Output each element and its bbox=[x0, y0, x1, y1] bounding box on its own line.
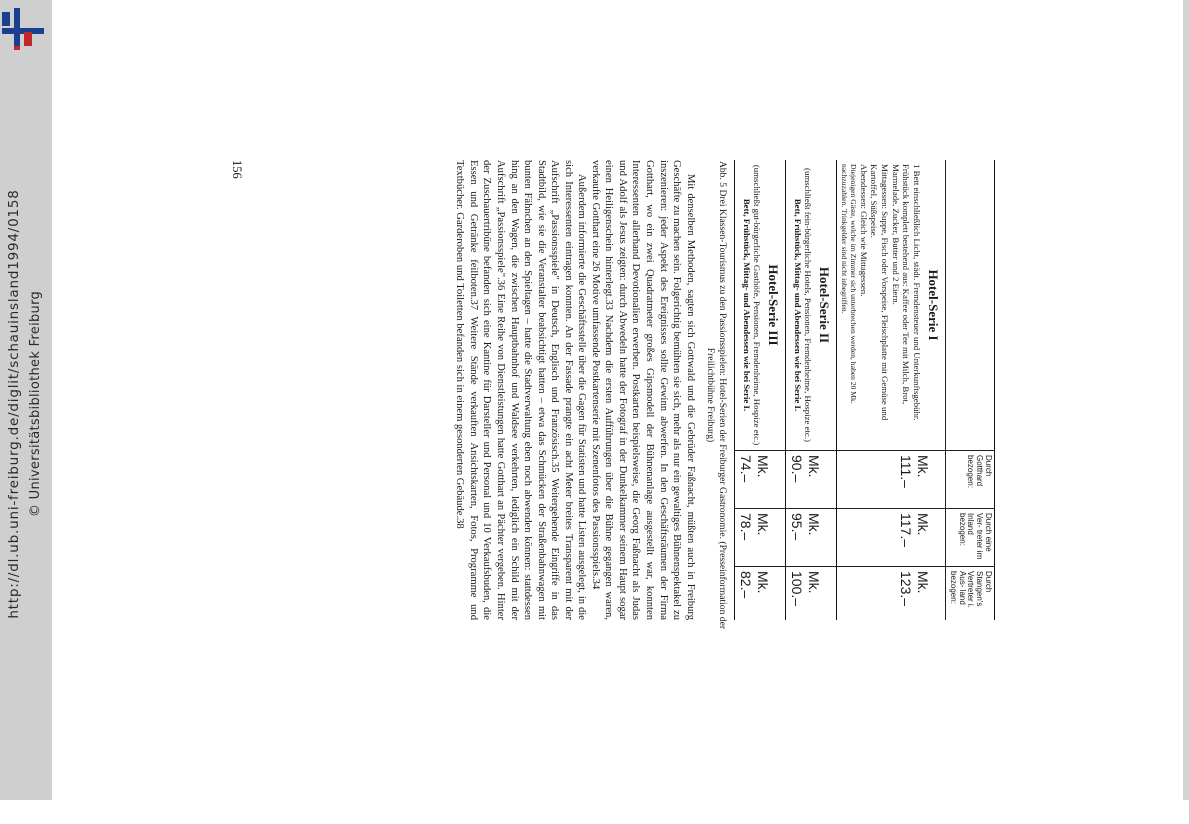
table-cell-text: Frühstück komplett bestehend aus: Kaffee oder Tee mit Milch, Brot, Marmelade, Zucker, Butter und 2 Eiern. bbox=[890, 164, 912, 405]
column-header: Durch eine Ver- treter im Inland bezogen: bbox=[946, 508, 994, 566]
table-row bbox=[785, 160, 836, 620]
price-cell: Mk. 74.– bbox=[735, 450, 785, 508]
scanned-page bbox=[245, 160, 995, 630]
figure-caption: Abb. 5 Drei Klassen-Tourismus zu den Passionsspielen: Hotel-Serien der Freiburger Gastronomie. (Presseinformation der Freilichtbühne Freiburg) bbox=[705, 160, 729, 630]
hotel-serie-title: Hotel-Serie I bbox=[926, 269, 942, 341]
page-number bbox=[228, 160, 246, 179]
column-header: Durch Stangen's Vertreter i. Aus- land bezogen: bbox=[946, 566, 994, 620]
table-cell-text: (umschließt fein-bürgerliche Hotels, Pensionen, Fremdenheime, Hospize etc.) bbox=[803, 168, 814, 442]
table-cell-text: (umschließt gut-bürgerliche Gasthöfe, Pensionen, Fremdenheime, Hospize etc.) bbox=[752, 164, 763, 446]
scrollbar[interactable] bbox=[1183, 0, 1189, 800]
table-cell-text: Diejenigen Gäste, welche im Zimmer sich unterbrechen werden, haben 20 Mk. nachzuzahlen. Trinkgelder sind nicht inbegriffen. bbox=[839, 164, 858, 404]
price-cell: Mk. 111.– bbox=[837, 450, 945, 508]
price-cell: Mk. 117.– bbox=[837, 508, 945, 566]
viewer-source-info bbox=[4, 0, 48, 784]
paragraph: Mit denselben Methoden, sagten sich Gottwald und die Gebrüder Faßnacht, müßten auch in Freiburg Geschäfte zu machen sein. Folgerichtig bemühten sie sich, mehr als nur ein gewaltiges Bühnenspektakel zu inszenieren: jeder Aspekt des Ereignisses sollte Gewinn abwerfen. In den Geschäftsräumen der Firma Gotthart, wo ein zwei Quadratmeter großes Gipsmodell der Bühnenanlage ausgestellt war, konnten Interessenten allerhand Devotionalien erwerben. Postkarten beispielsweise, die Georg Faßnacht als Judas und Adolf als Jesus zeigten: durch Abwedeln hatte der Fotograf in der Dunkelkammer seinem Haupt sogar einen Heiligenschein hinterlegt.33 Nachdem die ersten Aufführungen über die Bühne gegangen waren, verkaufte Gotthart eine 26 Motive umfassende Postkartenserie mit Szenenfotos des Passionsspiels.34 bbox=[589, 160, 696, 620]
price-cell: Mk. 90.– bbox=[786, 450, 836, 508]
table-header-row bbox=[945, 160, 994, 620]
source-url-link[interactable]: http://dl.ub.uni-freiburg.de/diglit/schauinsland1994/0158 bbox=[6, 189, 22, 619]
hotel-serie-title: Hotel-Serie II bbox=[817, 266, 833, 344]
column-header: Durch Gotthard bezogen: bbox=[946, 450, 994, 508]
table-cell-text: Mittagessen: Suppe, Fisch oder Vorspeise, Fleischplatte mit Gemüse und Kartoffel, Süßspeise. bbox=[869, 164, 890, 421]
price-cell: Mk. 123.– bbox=[837, 566, 945, 620]
page-number-text: 156 bbox=[230, 160, 244, 179]
price-cell: Mk. 95.– bbox=[786, 508, 836, 566]
table-cell-text: Abendessen: Gleich wie Mittagessen. bbox=[858, 164, 869, 297]
price-cell: Mk. 78.– bbox=[735, 508, 785, 566]
price-cell: Mk. 82.– bbox=[735, 566, 785, 620]
paragraph: Außerdem informierte die Geschäftsstelle über die Gagen für Statisten und hatte Listen ausgelegt, in die sich Interessenten eintragen konnten. An der Fassade prangte ein acht Meter breites Transparent mit der Aufschrift „Passionsspiele" in Deutsch, Englisch und Französisch.35 Weitergehende Eingriffe in das Stadtbild, wie sie die Veranstalter beabsichtigt hatten – etwa das Schmücken der Straßenbahnwagen mit bunten Fähnchen an den Spieltagen – hatte die Stadtverwaltung eben noch abwenden können: stattdessen hing an den Wagen, die zwischen Hauptbahnhof und Waldsee verkehrten, lediglich ein Schild mit der Aufschrift „Passionsspiele".36 Eine Reihe von Dienstleistungen hatte Gotthart an Pächter vergeben. Hinter der Zuschauertribüne befanden sich eine Kantine für Darsteller und Personal und 10 Verkaufsbuden, die Essen und Getränke feilboten.37 Weitere Stände verkauften Ansichtskarten, Fotos, Programme und Textbücher. Garderoben und Toiletten befanden sich in einem gesonderten Gebäude.38 bbox=[454, 160, 588, 620]
hotel-serie-description bbox=[837, 160, 945, 450]
body-text bbox=[453, 160, 697, 620]
table-cell-text: Bett, Frühstück, Mittag- und Abendessen wie bei Serie I. bbox=[741, 198, 752, 412]
table-row bbox=[735, 160, 785, 620]
hotel-price-table bbox=[734, 160, 995, 620]
copyright-notice: © Universitätsbibliothek Freiburg bbox=[28, 290, 43, 518]
price-cell: Mk. 100.– bbox=[786, 566, 836, 620]
table-cell-text: Bett, Frühstück, Mittag- und Abendessen wie bei Serie I. bbox=[792, 198, 803, 412]
hotel-serie-description bbox=[786, 160, 836, 450]
table-header-empty bbox=[946, 160, 994, 450]
hotel-serie-title: Hotel-Serie III bbox=[766, 264, 782, 346]
hotel-serie-description bbox=[735, 160, 785, 450]
table-row bbox=[836, 160, 945, 620]
table-cell-text: 1 Bett einschließlich Licht, städt. Fremdensteuer und Unterkunftsgebühr. bbox=[912, 164, 923, 421]
